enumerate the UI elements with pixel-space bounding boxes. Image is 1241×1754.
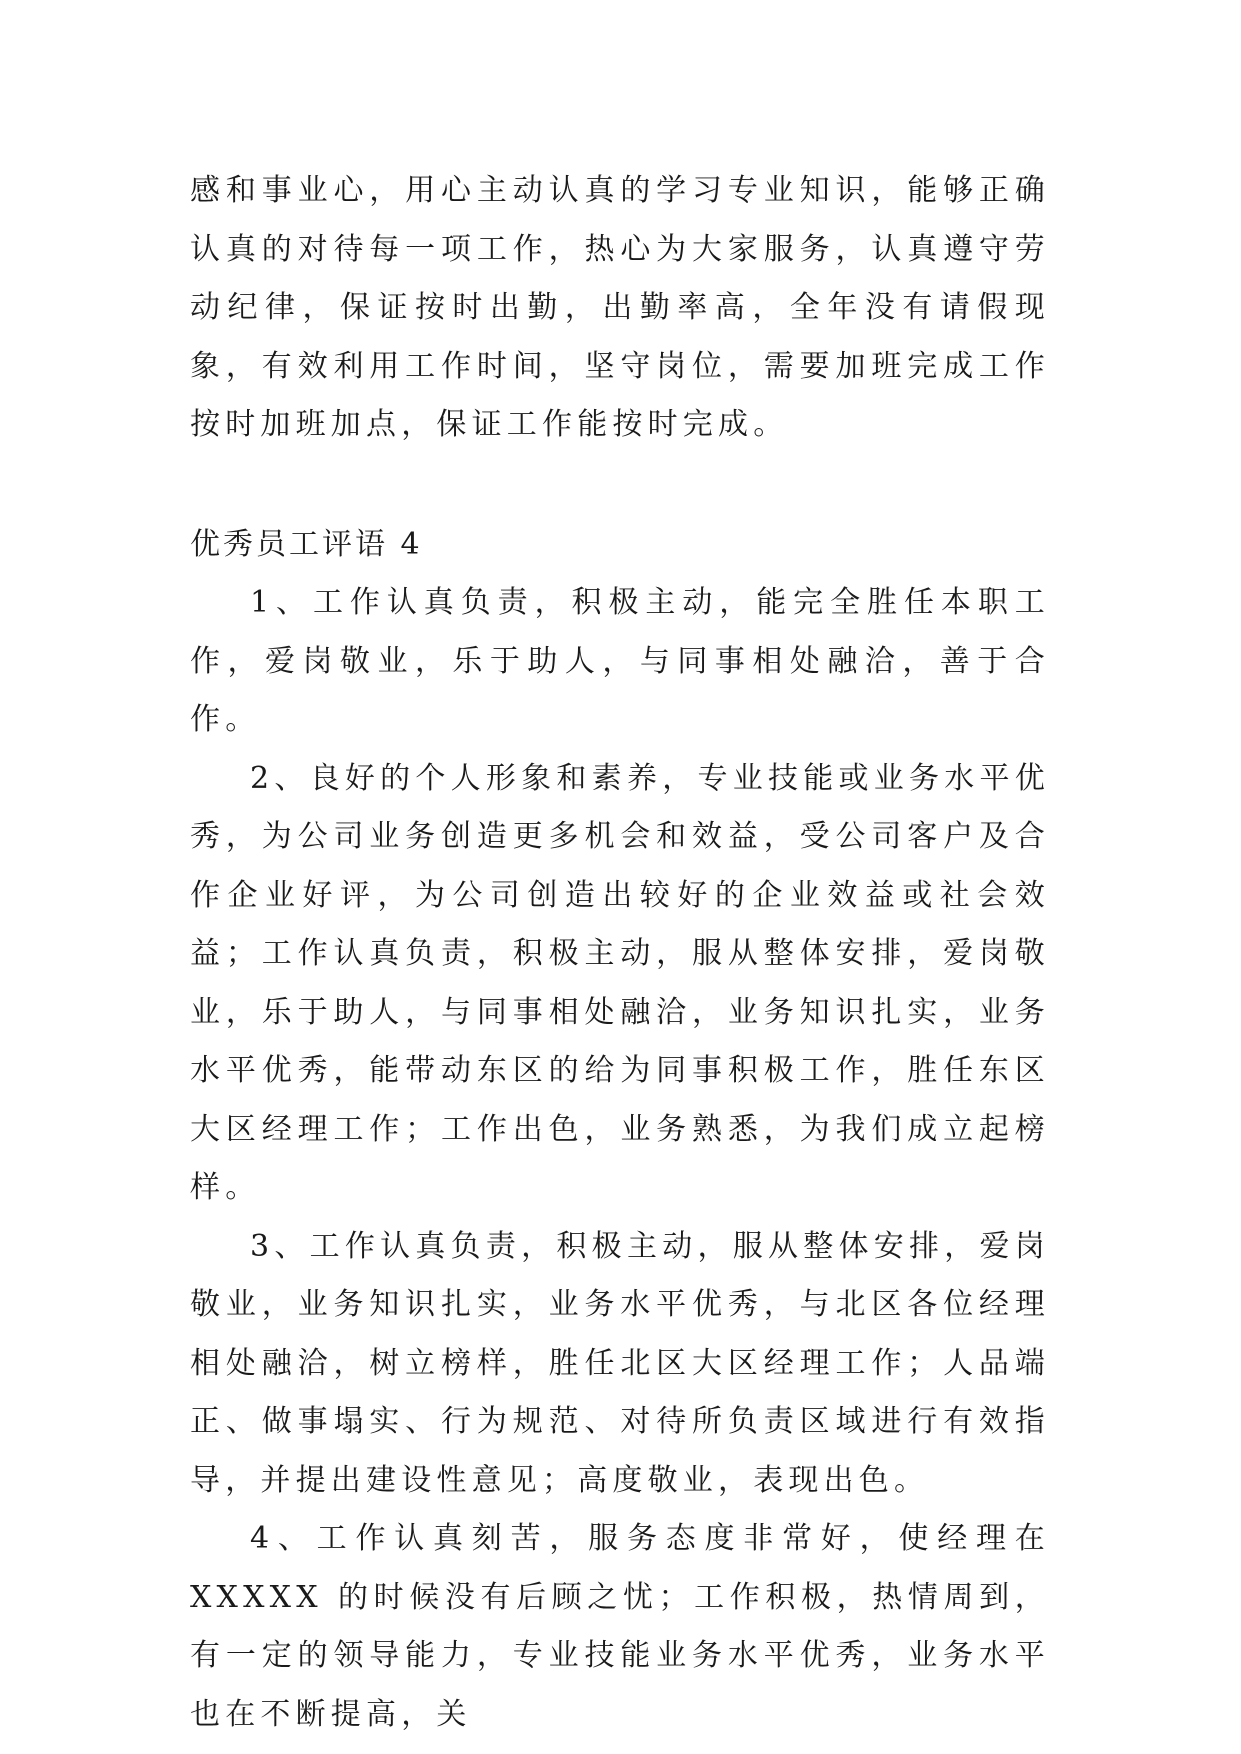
list-item-1: 1、工作认真负责，积极主动，能完全胜任本职工作，爱岗敬业，乐于助人，与同事相处融洽，善于合作。 xyxy=(190,585,1050,737)
list-item-4: 4、工作认真刻苦，服务态度非常好，使经理在 XXXXX 的时候没有后顾之忧；工作积极，热情周到，有一定的领导能力，专业技能业务水平优秀，业务水平也在不断提高，关 xyxy=(190,1521,1050,1732)
section-heading: 优秀员工评语 4 xyxy=(190,526,423,562)
intro-paragraph: 感和事业心，用心主动认真的学习专业知识，能够正确认真的对待每一项工作，热心为大家服务，认真遵守劳动纪律，保证按时出勤，出勤率高，全年没有请假现象，有效利用工作时间，坚守岗位，需要加班完成工作按时加班加点，保证工作能按时完成。 xyxy=(190,173,1050,442)
list-item-2: 2、良好的个人形象和素养，专业技能或业务水平优秀，为公司业务创造更多机会和效益，受公司客户及合作企业好评，为公司创造出较好的企业效益或社会效益；工作认真负责，积极主动，服从整体安排，爱岗敬业，乐于助人，与同事相处融洽，业务知识扎实，业务水平优秀，能带动东区的给为同事积极工作，胜任东区大区经理工作；工作出色，业务熟悉，为我们成立起榜样。 xyxy=(190,760,1050,1205)
document-body xyxy=(190,162,1050,1744)
list-item-3: 3、工作认真负责，积极主动，服从整体安排，爱岗敬业，业务知识扎实，业务水平优秀，与北区各位经理相处融洽，树立榜样，胜任北区大区经理工作；人品端正、做事塌实、行为规范、对待所负责区域进行有效指导，并提出建设性意见；高度敬业，表现出色。 xyxy=(190,1228,1050,1498)
section-4 xyxy=(190,516,1050,1745)
